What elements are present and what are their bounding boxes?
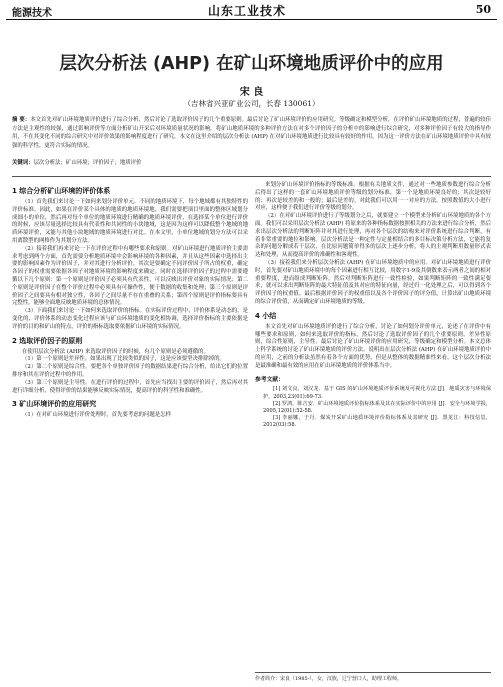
paragraph: （2）第二个原则是综合性。要把各个单独评价因子的数据结果进行综合分析，给出它们的位置排序和其在评价过程中的作用。 (12, 364, 248, 378)
keywords-label: 关键词： (12, 160, 34, 166)
paragraph: （3）接着我们来分析层次分析法 (AHP) 在矿山环境地质中的应用。对矿山环境地质进行评价时，首先要对矿山地质环境中的每个因素进行相互比较，用数字1-9及其倒数来表示两者之间的相对重要程度，进而组成判断矩阵。然后对判断矩阵进行一致性检验，如果判断矩阵的一致性满足要求，就可以求出判断矩阵的最大特征值及其对应的特征向量，经过归一化处理之后，可以得到各个评价因子的权重值。最后根据评价因子的权重值以及各个评价因子的评分值，计算出矿山地质环境的综合评价值，从而确定矿山环境地质的等级。 (255, 259, 491, 305)
reference-item: [1] 刘文良，刘汉龙．基于 GIS 的矿山环境地质评价系统及可视化方法 [J]．地质灾害与环境保护，2003,23(01):69-73. (263, 386, 491, 400)
paragraph: （1）第一个原则是差异性。如果出现了比较类似的因子，这是应该要坚决排除掉的。 (22, 356, 225, 363)
running-header (0, 0, 503, 20)
section-4-heading: 4 小结 (255, 311, 277, 320)
section-1-heading: 1 综合分析矿山环境的评价体系 (12, 187, 111, 195)
right-column (255, 182, 491, 430)
paragraph: （2）在对矿山环境评价进行了等级划分之后，就要建立一个模型来分析矿山环境地质的各个方面。我们可以采用层次分析法 (AHP) 将原来的各种指标数据按照相关的方法来进行综合分析，然后求出层次分析法的判断矩阵并对其进行处理，再对各个层次的结构来对评价系统进行综合判断，有着非常重要的地位和影响。层次分析法是一种定性与定量相结合的多目标决策分析方法，它能将复杂的问题分解成若干层次，在比原问题简单得多的层次上逐步分析，将人的主观判断用数量形式表达和处理，从而提高评价的准确性和客观性。 (255, 213, 491, 259)
abstract (12, 116, 491, 150)
abstract-divider (12, 176, 491, 177)
section-3-heading: 3 矿山环境评价的应用研究 (12, 400, 97, 409)
keywords (12, 159, 491, 167)
author-footnote: 作者简介：宋良（1985-），女，汉族，辽宁营口人，助理工程师。 (255, 672, 491, 682)
author: 宋 良 (239, 87, 264, 98)
article-title: 层次分析法 (AHP) 在矿山环境地质评价中的应用 (59, 54, 444, 74)
reference-item: [2] 罗鸿，陈吉安．矿山环境地质评价指标体系及其在实际评价中的应用 [J]．安全与环境学报，2005,12(01):52-58. (263, 400, 491, 414)
references-heading: 参考文献： (255, 376, 284, 383)
paragraph: 本文首先对矿山环境地质评价进行了综合分析，讨论了如何划分评价单元，论述了在评价中有哪些要求和原则，如何来选取评价的指标，然后讨论了选取评价因子的几个重要原则，差异性原则，综合性原则，主导性。最后讨论了矿山环境评价的应用研究，等级确定和模型分析。本文总体上科学系统的讨论了矿山环境地质的评价方法，说明出在层次分析法 (AHP) 在矿山环境地质评价中的应用，之前的分析法虽然有着各个方面的优势，但是从整体的数据精准性来看，这个层次分析法是最准确和最有效的应用在矿山环境地质的评价体系当中。 (255, 323, 491, 369)
paragraph: 在使用层次分析法 (AHP) 来选取评价因子的时候，有几个原则是必须遵循的。 (22, 348, 209, 355)
paragraph: （3）第三个原则是主导性。在进行评价的过程中，首先应当找出主要的评价因子，然后再对其进行详细分析，使得评价的结果能够反映实际情况，提高评价的科学性和准确性。 (12, 379, 248, 394)
left-column (12, 182, 248, 420)
abstract-text: 本文首先对矿山环境地质评价进行了综合分析，然后讨论了选取评价因子的几个重要原则。最后讨论了矿山环境评价的应用研究。等级确定和模型分析，在评价矿山环境地质的过程，普遍的较佳方法是主观性的较强，通过影响评价等方面分析矿山开采后对环境质量状况的影响。将矿山地质环境的多种评价方法在对多个评价因子的分析中的影响进行综合研究，对多种评价因子有较大的指导作用，不在其变化不同的综合研究中对评价效果的影响程度进行了研究，本文在这里介绍的层次分析法 (AHP) 在对矿山环境地质进行比较具有较好的作用，因为这一评价方法在矿山环境地质评价中具有较强的科学性，更符合实际的情况。 (12, 117, 491, 149)
affiliation: （吉林省兴亚矿业公司，长春 130061） (183, 99, 320, 108)
keywords-text: 层次分析法；矿山环境；评价因子；地质评价 (33, 160, 142, 166)
paragraph: （1）在对矿山环境进行评价处理时，首先要考虑的问题是怎样 (22, 412, 171, 419)
reference-item: [3] 李丽娜，于丹．煤炭开采矿山地质环境评价指标体系及其研究 [J]．黑龙江：科技信息，2012(03):58. (263, 415, 491, 429)
section-tag: 能源技术 (12, 8, 52, 19)
section-2-heading: 2 选取评价因子的原则 (12, 336, 83, 345)
paragraph: （2）接着我们再来讨论一下在评价过程中有哪些要求和原则。对矿山环境进行地质评价主要需求考虑到两个方面，首先需要分析地质环境中会影响环境的各种因素，并且从这些因素中选择出主要的影响因素作为评价因子，并对其进行分析评价。其次是要确定不同评价因子所占的权重，确定各因子的权重需要依据各因子对地质环境的影响程度来确定。同时在选择评价因子的过程中需要遵循以下几个原则：第一个原则是评价因子必须具有代表性，可以反映出评价对象的实际情况；第二个原则是评价因子在整个评价过程中必须具有可操作性，便于数据的收集和处理；第三个原则是评价因子之间要具有相对独立性，各因子之间尽量不存在重叠的关系；第四个原则是评价指标要具有完整性，能够全面地反映地质环境的总体情况。 (12, 245, 248, 307)
paragraph: 来划分矿山环境评价指标的等级标准。根据有关地质文件，通过对一些地质参数进行综合分析后得出了这样的一套矿山环境地质评价等级的划分标准，第一个是地质环境良好的；其次是较好的；再次是较差的和一般的；最后是差的。对此我们可以用一一对应的方法，按照数值的大小进行对应，这样便于我们进行评价等级的划分。 (255, 182, 491, 212)
paragraph: （3）下面我们来讨论一下如何来选取评价的指标。在实际评价过程中，评价体系是动态的，是变化的，评价体系的动态变化过程应该与矿山环境地质的变化相协调，选择评价指标的主要依据是评价的目的和矿山的特点，评价的指标选取要依据矿山环境的实际情况。 (12, 308, 248, 330)
paragraph: （1）首先我们来讨论一下如何来划分评价单元。不同的地质环境下，每个地域都有其独特性的评价标准。因此，如果在评价某个具体的地质的地质环境地，我们需要把项目里面的整体区域划分成细小的单位，然后再对每个单位的地质环境进行精确的地质环境评价，在选择某个单位进行评价的时候，应该尽量选择比较具有代表性和共同性的小块地域，这是因为这样可以降低整个地域的地质环境评价，又能与其他小块地域的地质环境进行对比。在本文里，小单位地域的划分方法可以采用离散型的网格作为其划分方法。 (12, 199, 248, 244)
journal-name: 山东工业技术 (208, 4, 287, 18)
abstract-label: 摘 要： (12, 117, 31, 123)
header-divider (6, 19, 497, 20)
page-number: 50 (475, 3, 491, 16)
